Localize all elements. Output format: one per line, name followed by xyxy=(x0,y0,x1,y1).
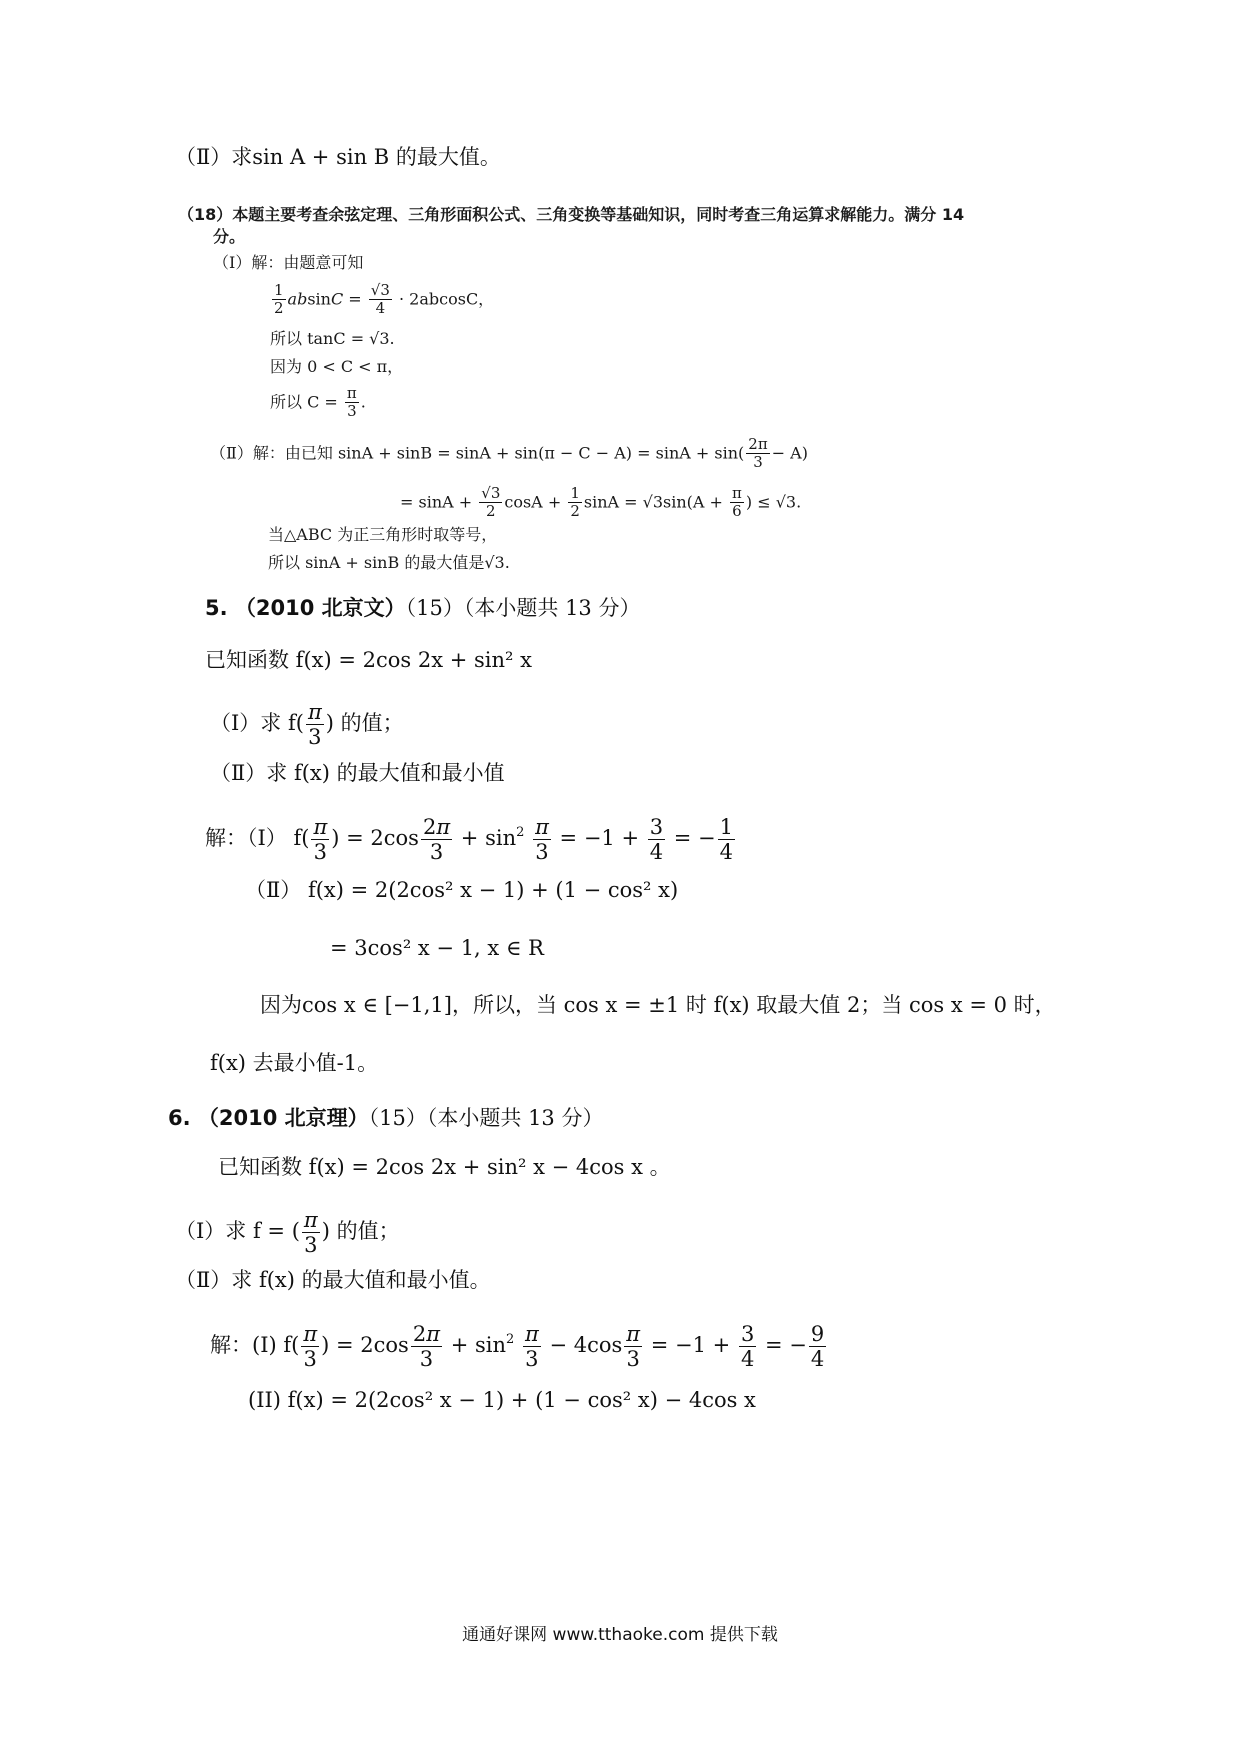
question-6-title: 6. （2010 北京理）（15）（本小题共 13 分） xyxy=(168,1106,604,1130)
question-5-part-ii: （Ⅱ）求 f(x) 的最大值和最小值 xyxy=(210,761,505,785)
question-6-function: 已知函数 f(x) = 2cos 2x + sin² x − 4cos x 。 xyxy=(218,1155,671,1179)
question-6-part-ii: （Ⅱ）求 f(x) 的最大值和最小值。 xyxy=(175,1268,491,1292)
solution-18-tan: 所以 tanC = √3. xyxy=(270,329,395,348)
solution-18-equality: 当△ABC 为正三角形时取等号， xyxy=(268,525,498,544)
question-5-solution-ii-reason: 因为cos x ∈ [−1,1]，所以，当 cos x = ±1 时 f(x) 取最大值 2；当 cos x = 0 时， xyxy=(260,993,1056,1017)
solution-18-header-cont: 分。 xyxy=(213,227,246,246)
question-5-title: 5. （2010 北京文）（15）（本小题共 13 分） xyxy=(205,596,641,620)
solution-18-header: （18）本题主要考查余弦定理、三角形面积公式、三角变换等基础知识，同时考查三角运算求解能力。满分 14 xyxy=(178,205,965,224)
question-6-solution-ii: (II) f(x) = 2(2cos² x − 1) + (1 − cos² x) − 4cos x xyxy=(248,1388,756,1412)
question-6-part-i: （Ⅰ）求 f = ( $\frac{\pi}{3}$ ) 的值； xyxy=(175,1208,400,1258)
footer-source: 通通好课网 www.tthaoke.com 提供下载 xyxy=(462,1625,778,1645)
question-5-function: 已知函数 f(x) = 2cos 2x + sin² x xyxy=(205,648,532,672)
question-5-solution-ii-min: f(x) 去最小值-1。 xyxy=(210,1051,379,1075)
question-5-solution-ii-result: = 3cos² x − 1, x ∈ R xyxy=(330,936,544,960)
solution-18-part-ii-line2: = sinA + $\frac{√3}{2}$ cosA + $\frac{1}{2}$ sinA = √3sin(A + $\frac{\pi}{6}$ ) ≤ √3. xyxy=(400,484,802,521)
solution-18-range: 因为 0 < C < π， xyxy=(270,357,404,376)
solution-18-part-ii: （Ⅱ）解：由已知 sinA + sinB = sinA + sin(π − C − A) = sinA + sin( $\frac{2\pi}{3}$ − A) xyxy=(210,435,808,472)
solution-18-part-i: （Ⅰ）解：由题意可知 xyxy=(213,253,364,272)
question-part-ii: （Ⅱ）求sin A + sin B 的最大值。 xyxy=(175,145,501,169)
solution-18-max: 所以 sinA + sinB 的最大值是√3. xyxy=(268,553,510,572)
question-5-part-i: （Ⅰ）求 f( $\frac{\pi}{3}$ ) 的值； xyxy=(210,700,404,750)
question-6-solution-i: 解：(I) f( $\frac{\pi}{3}$ ) = 2cos $\frac{2\pi}{3}$ + $\sin^2$ $\frac{\pi}{3}$ − 4cos $\frac{\pi}{3}$ = −1 + $\frac{3}{4}$ = − $\frac{9}{4}$ xyxy=(210,1322,825,1372)
solution-18-c-value: 所以 C = $\frac{\pi}{3}$ . xyxy=(270,384,366,421)
question-5-solution-i: 解：（Ⅰ） f( $\frac{\pi}{3}$ ) = 2cos $\frac{2\pi}{3}$ + $\sin^2$ $\frac{\pi}{3}$ = −1 + $\frac{3}{4}$ = − $\frac{1}{4}$ xyxy=(205,815,734,865)
question-5-solution-ii: （Ⅱ） f(x) = 2(2cos² x − 1) + (1 − cos² x) xyxy=(245,878,679,902)
solution-18-area-equation: $\frac{1}{2}$ absinC = $\frac{√3}{4}$ · 2abcosC， xyxy=(274,281,495,318)
